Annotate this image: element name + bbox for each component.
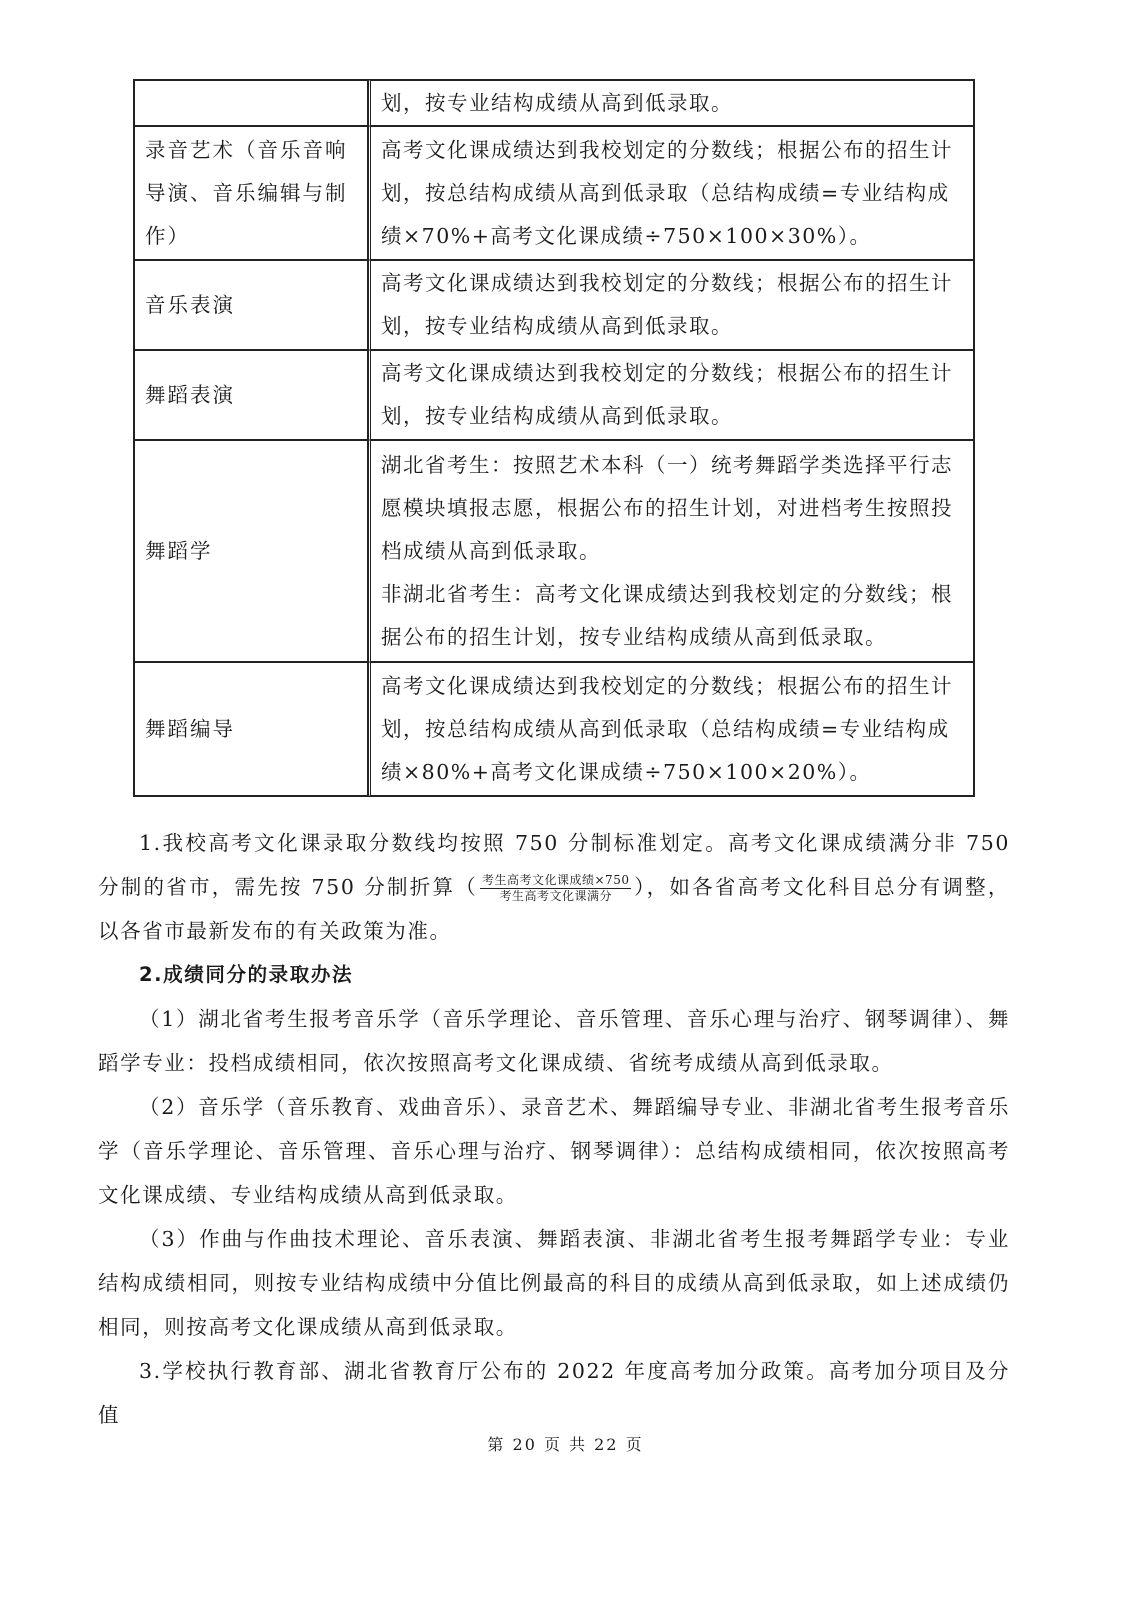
rule-text: 高考文化课成绩达到我校划定的分数线；根据公布的招生计划，按专业结构成绩从高到低录取。 [381, 271, 953, 338]
major-cell [134, 80, 368, 126]
table-row [134, 350, 974, 440]
table-row [134, 80, 974, 126]
paragraph-tie-rule-1: （1）湖北省考生报考音乐学（音乐学理论、音乐管理、音乐心理与治疗、钢琴调律）、舞蹈学专业：投档成绩相同，依次按照高考文化课成绩、省统考成绩从高到低录取。 [98, 1007, 1010, 1075]
rule-cell [368, 80, 974, 126]
page-number: 第 20 页 共 22 页 [487, 1435, 644, 1454]
major-cell: 舞蹈编导 [134, 662, 368, 796]
rule-text: 高考文化课成绩达到我校划定的分数线；根据公布的招生计划，按总结构成绩从高到低录取（总结构成绩=专业结构成绩×80%+高考文化课成绩÷750×100×20%）。 [381, 673, 953, 784]
section-heading: 2.成绩同分的录取办法 [139, 963, 354, 986]
table-row [134, 260, 974, 350]
rule-cell [368, 350, 974, 440]
fraction-numerator: 考生高考文化课成绩×750 [482, 873, 630, 887]
rule-text: 非湖北省考生：高考文化课成绩达到我校划定的分数线；根据公布的招生计划，按专业结构成绩从高到低录取。 [381, 581, 953, 649]
rule-cell [368, 126, 974, 260]
paragraph-tie-rule-3: （3）作曲与作曲技术理论、音乐表演、舞蹈表演、非湖北省考生报考舞蹈学专业：专业结构成绩相同，则按专业结构成绩中分值比例最高的科目的成绩从高到低录取，如上述成绩仍相同，则按高考文化课成绩从高到低录取。 [98, 1227, 1010, 1339]
major-cell: 舞蹈学 [134, 440, 368, 662]
major-cell: 舞蹈表演 [134, 350, 368, 440]
major-cell: 录音艺术（音乐音响导演、音乐编辑与制作） [134, 126, 368, 260]
table-row [134, 662, 974, 796]
rule-text: 划，按专业结构成绩从高到低录取。 [381, 90, 733, 115]
paragraph-tie-rule-2: （2）音乐学（音乐教育、戏曲音乐）、录音艺术、舞蹈编导专业、非湖北省考生报考音乐学（音乐学理论、音乐管理、音乐心理与治疗、钢琴调律）：总结构成绩相同，依次按照高考文化课成绩、专业结构成绩从高到低录取。 [98, 1095, 1010, 1207]
table-row [134, 440, 974, 662]
rule-text: 高考文化课成绩达到我校划定的分数线；根据公布的招生计划，按总结构成绩从高到低录取（总结构成绩=专业结构成绩×70%+高考文化课成绩÷750×100×30%）。 [381, 137, 953, 248]
paragraph-bonus-policy: 3.学校执行教育部、湖北省教育厅公布的 2022 年度高考加分政策。高考加分项目及分值 [98, 1359, 1010, 1427]
paragraph-score-conversion: 1.我校高考文化课录取分数线均按照 750 分制标准划定。高考文化课成绩满分非 750 分制的省市，需先按 750 分制折算（ $\frac{\text{考生高考文化课成绩×750}}{\text{考生高考文化课满分}}$ ），如各省高考文化科目总分有调整，以各省市最新发布的有关政策为准。 [98, 831, 1011, 943]
rule-cell [368, 260, 974, 350]
body-text [98, 821, 1010, 1437]
rule-text: 湖北省考生：按照艺术本科（一）统考舞蹈学类选择平行志愿模块填报志愿，根据公布的招生计划，对进档考生按照投档成绩从高到低录取。 [381, 452, 953, 563]
conversion-fraction [480, 873, 631, 904]
table-row [134, 126, 974, 260]
fraction-denominator: 考生高考文化课满分 [499, 889, 612, 903]
rule-cell [368, 662, 974, 796]
rule-cell [368, 440, 974, 662]
major-cell: 音乐表演 [134, 260, 368, 350]
rule-text: 高考文化课成绩达到我校划定的分数线；根据公布的招生计划，按专业结构成绩从高到低录取。 [381, 361, 953, 428]
admission-rules-table [133, 79, 975, 797]
